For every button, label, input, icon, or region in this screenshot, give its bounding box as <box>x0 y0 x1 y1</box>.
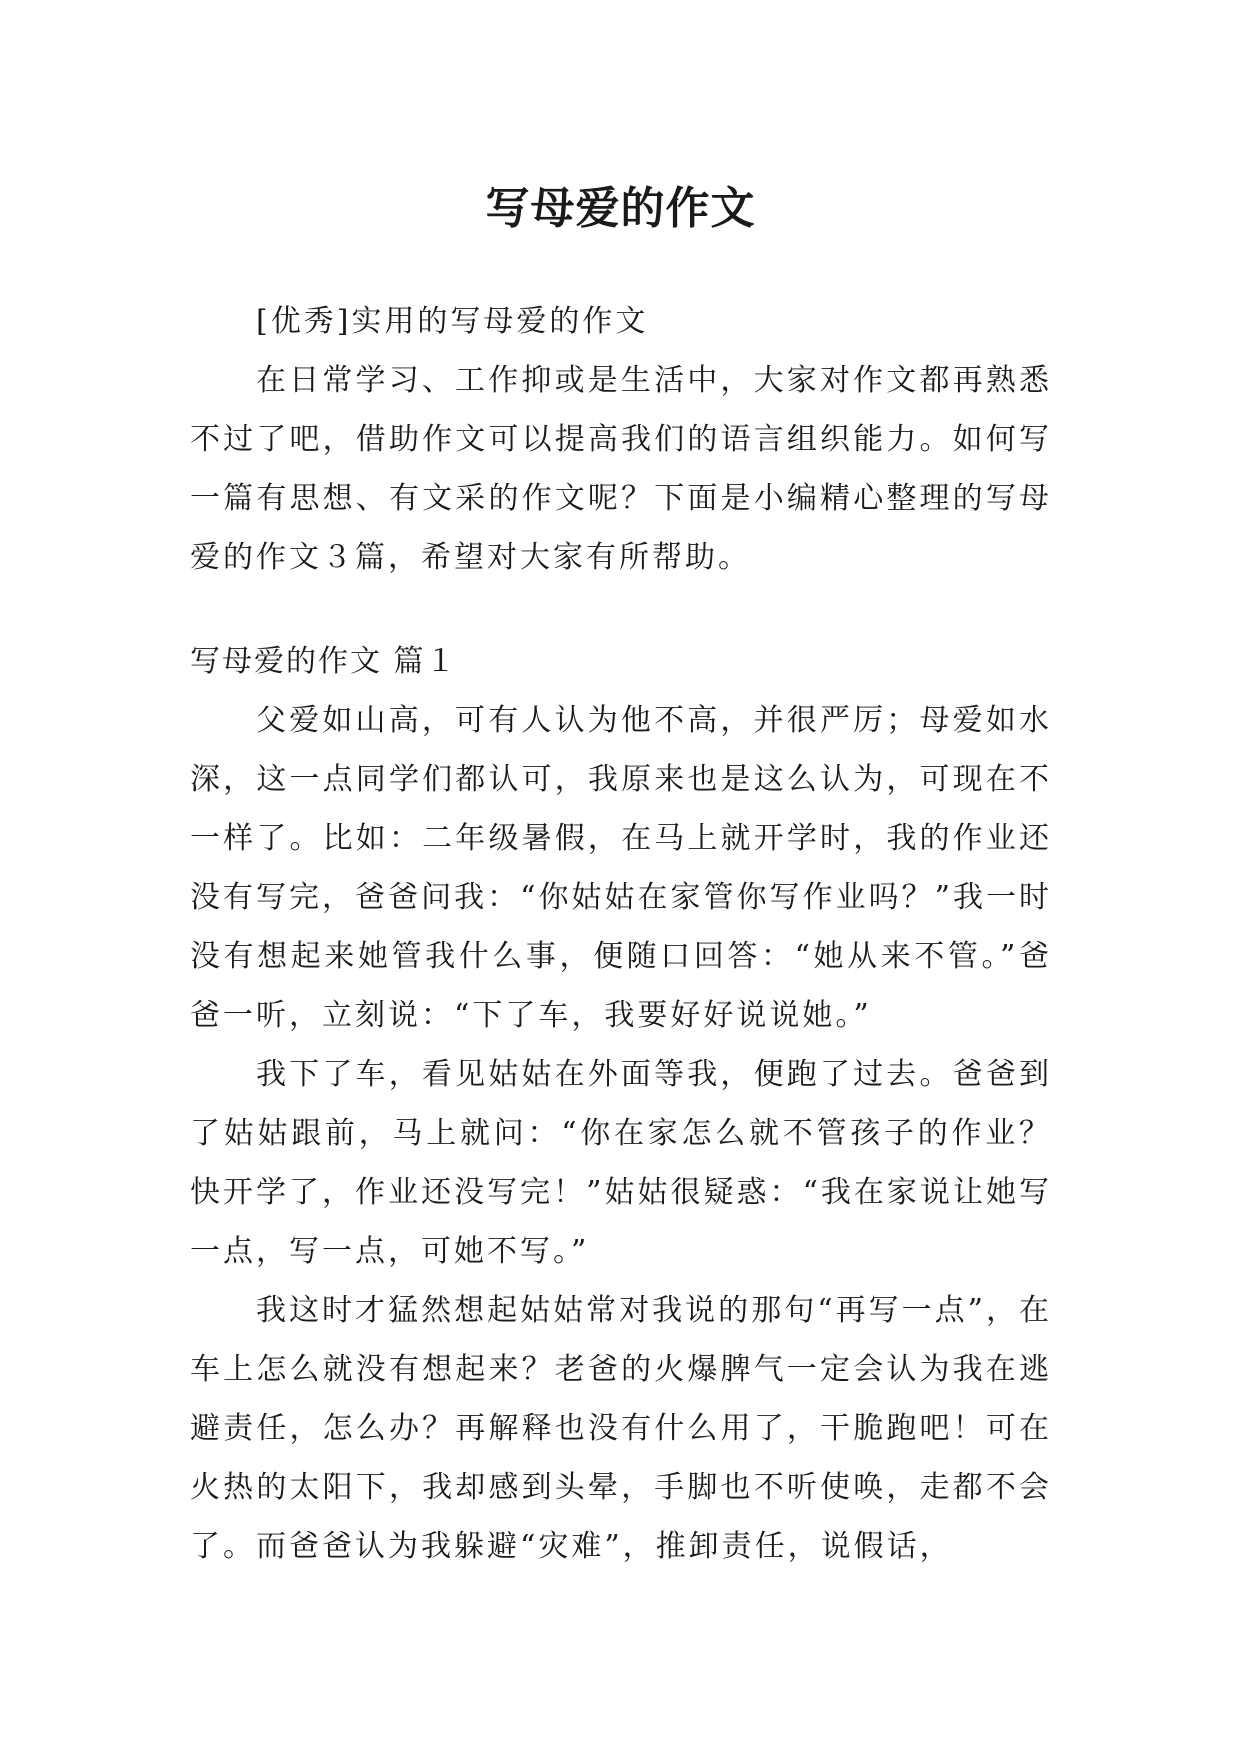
intro-paragraph: 在日常学习、工作抑或是生活中，大家对作文都再熟悉不过了吧，借助作文可以提高我们的语言组织能力。如何写一篇有思想、有文采的作文呢？下面是小编精心整理的写母爱的作文３篇，希望对大家有所帮助。 <box>190 363 1052 575</box>
section-1 <box>190 632 1052 1576</box>
document-subtitle: [优秀]实用的写母爱的作文 <box>256 304 649 339</box>
body-paragraph: 我这时才猛然想起姑姑常对我说的那句“再写一点”，在车上怎么就没有想起来？老爸的火爆脾气一定会认为我在逃避责任，怎么办？再解释也没有什么用了，干脆跑吧！可在火热的太阳下，我却感到头晕，手脚也不听使唤，走都不会了。而爸爸认为我躲避“灾难”，推卸责任，说假话， <box>190 1293 1052 1564</box>
section-heading: 写母爱的作文 篇１ <box>190 644 458 679</box>
intro-block <box>190 292 1052 587</box>
body-paragraph: 我下了车，看见姑姑在外面等我，便跑了过去。爸爸到了姑姑跟前，马上就问：“你在家怎么就不管孩子的作业？快开学了，作业还没写完！”姑姑很疑惑：“我在家说让她写一点，写一点，可她不写。” <box>190 1057 1052 1269</box>
body-paragraph: 父爱如山高，可有人认为他不高，并很严厉；母爱如水深，这一点同学们都认可，我原来也是这么认为，可现在不一样了。比如：二年级暑假，在马上就开学时，我的作业还没有写完，爸爸问我：“你姑姑在家管你写作业吗？”我一时没有想起来她管我什么事，便随口回答：“她从来不管。”爸爸一听，立刻说：“下了车，我要好好说说她。” <box>190 703 1052 1033</box>
document-title: 写母爱的作文 <box>485 183 756 235</box>
